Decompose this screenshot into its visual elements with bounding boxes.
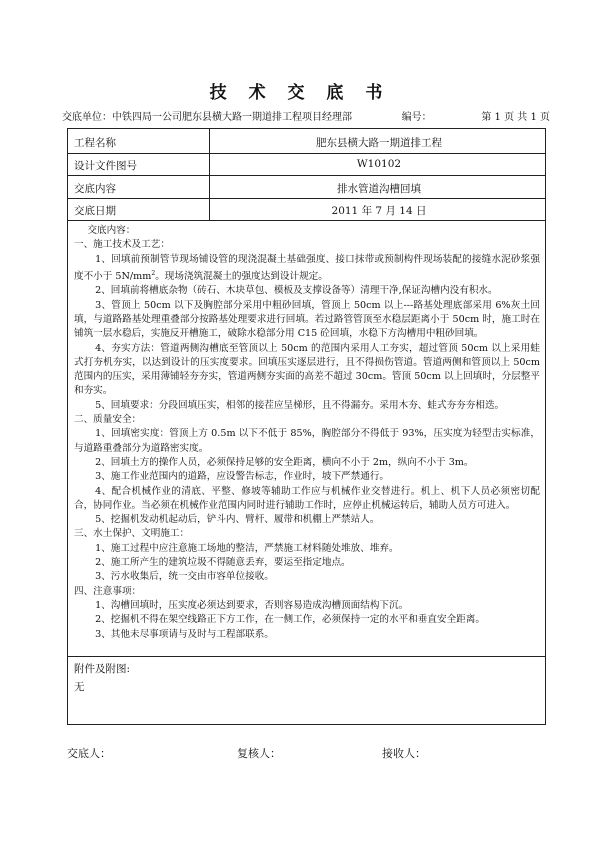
section-3-item-1: 1、施工过程中应注意施工场地的整洁，严禁施工材料随处堆放、堆弃。	[95, 542, 399, 554]
section-2-item-5: 5、挖掘机发动机起动后，铲斗内、臂杆、履带和机棚上严禁站人。	[95, 514, 380, 526]
receiver-label: 接收人：	[382, 747, 426, 760]
section-1-title: 一、施工技术及工艺：	[74, 239, 170, 251]
section-2-item-1: 1、回填密实度：管顶上方 0.5m 以下不低于 85%，胸腔部分不得低于 93%，压实度为轻型击实标准，与道路重叠部分为道路密实度。	[74, 428, 540, 454]
page-info: 第 1 页 共 1 页	[481, 112, 550, 123]
section-2-item-4: 4、配合机械作业的清底、平整、修坡等辅助工作应与机械作业交替进行。机上、机下人员必须密切配合，协同作业。当必须在机械作业范围内同时进行辅助工作时，应停止机械运转后，辅助人员方可进入。	[74, 485, 540, 511]
attachments-label: 附件及附图:	[74, 663, 131, 675]
design-doc-label: 设计文件图号	[74, 160, 137, 172]
content-value: 排水管道沟槽回填	[337, 183, 421, 195]
design-doc-value: W10102	[356, 158, 402, 170]
section-3-item-3: 3、污水收集后，统一交由市容单位接收。	[95, 571, 274, 583]
content-label: 交底内容	[74, 183, 116, 195]
discloser-label: 交底人：	[67, 747, 111, 760]
section-3-title: 三、水土保护、文明施工：	[74, 528, 190, 540]
disclosure-content	[68, 221, 545, 657]
section-4-item-3: 3、其他未尽事项请与及时与工程部联系。	[95, 628, 274, 640]
section-2-title: 二、质量安全：	[74, 414, 142, 426]
section-1-item-2: 2、回填前将槽底杂物（砖石、木块草包、模板及支撑设备等）清理干净,保证沟槽内没有积水。	[95, 285, 498, 297]
date-value: 2011 年 7 月 14 日	[331, 205, 427, 217]
reviewer-label: 复核人：	[237, 747, 281, 760]
attachments-value: 无	[74, 681, 85, 693]
row-content	[68, 176, 545, 199]
section-4-item-1: 1、沟槽回填时，压实度必须达到要求，否则容易造成沟槽顶面结构下沉。	[95, 599, 409, 611]
number-label: 编号：	[401, 112, 432, 123]
section-2-item-3: 3、施工作业范围内的道路，应设警告标志，作业时，坡下严禁通行。	[95, 471, 390, 483]
attachments-section	[68, 657, 545, 726]
row-project-name	[68, 129, 545, 154]
section-1-item-1: 1、回填前预制管节现场铺设管的现浇混凝土基础强度、接口抹带或预制构件现场装配的接缝水泥砂浆强度不小于 $5N/mm^2$。现场浇筑混凝土的强度达到设计规定。	[74, 253, 540, 283]
date-label: 交底日期	[74, 205, 116, 217]
section-4-title: 四、注意事项：	[74, 585, 142, 597]
section-3-item-2: 2、施工所产生的建筑垃圾不得随意丢弃，要运至指定地点。	[95, 557, 351, 569]
section-2-item-2: 2、回填土方的操作人员，必须保持足够的安全距离，横向不小于 2m，纵向不小于 3m。	[95, 456, 474, 468]
row-date	[68, 199, 545, 221]
row-design-doc	[68, 154, 545, 176]
section-1-item-5: 5、回填要求：分段回填压实，相邻的接茬应呈梯形，且不得漏夯。采用木夯、蛙式夯夯夯相迭。	[95, 399, 505, 411]
document-title: 技 术 交 底 书	[209, 83, 391, 103]
section-1-item-3: 3、管顶上 50cm 以下及胸腔部分采用中粗砂回填，管顶上 50cm 以上---路基处理底部采用 6%灰土回填，与道路路基处理重叠部分按路基处理要求进行回填。若过路管管顶至水稳层距离小于 50cm 时，施工时在铺筑一层水稳后，实施反开槽施工，破除水稳部分用 C15 砼回填，水稳下方沟槽用中粗砂回填。	[74, 299, 540, 340]
section-4-item-2: 2、挖掘机不得在架空线路正下方工作，在一侧工作，必须保持一定的水平和垂直安全距离。	[95, 614, 485, 626]
header-line	[62, 108, 550, 123]
disclosure-table	[67, 128, 546, 725]
disclosure-unit: 交底单位：中铁四局一公司肥东县横大路一期道排工程项目经理部	[62, 112, 352, 123]
content-intro: 交底内容：	[87, 225, 136, 236]
section-1-item-4: 4、夯实方法：管道两侧沟槽底至管顶以上 50cm 的范围内采用人工夯实，超过管顶 50cm 以上采用蛙式打夯机夯实，以达到设计的压实度要求。回填压实逐层进行，且不得损伤管道。管道两侧和管顶以上 50cm 范围内的压实，采用薄铺轻夯夯实，管道两侧夯实面的高差不超过 30cm。管顶 50cm 以上回填时，分层整平和夯实。	[74, 342, 540, 397]
project-name-value: 肥东县横大路一期道排工程	[316, 137, 442, 149]
project-name-label: 工程名称	[74, 137, 116, 149]
